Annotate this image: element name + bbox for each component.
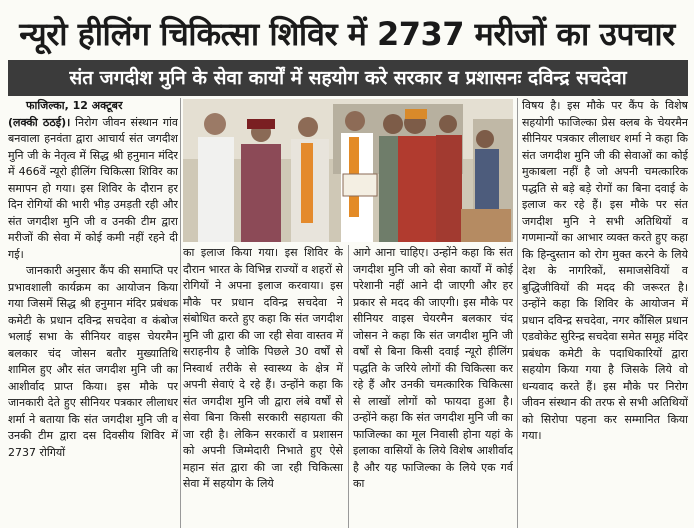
- column-divider: [180, 98, 181, 528]
- article-paragraph-1: [8, 98, 178, 263]
- column-2-text: का इलाज किया गया। इस शिविर के दौरान भारत के विभिन्न राज्यों व शहरों से रोगियों ने अपना इलाज करवाया। इस मौके पर प्रधान दविन्द्र सचदेवा ने संबोधित करते हुए कहा कि संत जगदीश मुनि जी द्वारा की जा रही सेवा वास्तव में सराहनीय है जोकि पिछले 30 वर्षों से निस्वार्थ तरीके से स्वास्थ्य के क्षेत्र में अपनी सेवाएं दे रहे हैं। उन्होंने कहा कि संत जगदीश मुनि जी द्वारा लंबे वर्षों से सेवा बिना किसी सरकारी सहायता की जा रही है। लेकिन सरकारों व प्रशासन को अपनी जिम्मेदारी निभाते हुए ऐसे महान संत द्वारा की जा रही चिकित्सा सेवा में सहयोग के लिये: [183, 246, 343, 490]
- column-divider: [348, 245, 349, 528]
- article-column-2: [183, 245, 343, 528]
- column-divider: [517, 98, 518, 528]
- article-column-4: [522, 98, 688, 528]
- column-3-text: आगे आना चाहिए। उन्होंने कहा कि संत जगदीश मुनि जी को सेवा कार्यों में कोई परेशानी नहीं आने दी जाएगी और हर प्रकार से मदद की जाएगी। इस मौके पर सीनियर वाइस चेयरमैन बलकार चंद जोसन ने कहा कि संत जगदीश मुनि जी वर्षों से बिना किसी दवाई न्यूरो हीलिंग पद्धति के जरिये लोगों की चिकित्सा कर रहे हैं और उनकी चमत्कारिक चिकित्सा से लाखों लोगों को फायदा हुआ है। उन्होंने कहा कि संत जगदीश मुनि जी का फाजिल्का का मूल निवासी होना यहां के इलाका वासियों के लिये विशेष आशीर्वाद है और यह फाजिल्का के लिये एक गर्व का: [353, 246, 513, 490]
- event-photo: [183, 99, 513, 242]
- column-4-text: विषय है। इस मौके पर कैंप के विशेष सहयोगी फाजिल्का प्रेस क्लब के चेयरमैन सीनियर पत्रकार लीलाधर शर्मा ने कहा कि संत जगदीश मुनि जी की सेवाओं का कोई मुकाबला नहीं है जो अपनी चमत्कारिक पद्धति से बड़े बड़े रोगों का बिना दवाई के इलाज कर रहे हैं। इस मौके पर संत जगदीश मुनि ने सभी अतिथियों व गणमान्यों का आभार व्यक्त करते हुए कहा कि हिन्दुस्तान को रोग मुक्त करने के लिये देश के नागरिकों, समाजसेवियों व बुद्धिजीवियों की मदद की जरूरत है। उन्होंने कहा कि शिविर के आयोजन में प्रधान दविन्द्र सचदेवा, नगर कौंसिल प्रधान एडवोकेट सुरिन्द्र सचदेवा समेत समूह मंदिर प्रबंधक कमेटी के पदाधिकारियों द्वारा सहयोग किया गया है जिसके लिये वो धन्यवाद करते हैं। इस मौके पर निरोग जीवन संस्थान की तरफ से सभी अतिथियों को सिरोपा पहना कर सम्मानित किया गया।: [522, 99, 688, 442]
- headline: न्यूरो हीलिंग चिकित्सा शिविर में 2737 मरीजों का उपचार: [19, 15, 675, 53]
- article-column-1: [8, 98, 178, 528]
- column-1-text-a: निरोग जीवन संस्थान गांव बनवाला हनवंता द्वारा आचार्य संत जगदीश मुनि जी के नेतृत्व में सिद्ध श्री हनुमान मंदिर में 466वें न्यूरो हीलिंग चिकित्सा शिविर का समापन हो गया। इस शिविर के दौरान हर दिन रोगियों की भारी भीड़ उमड़ती रही और संत जगदीश मुनि जी व उनकी टीम द्वारा मरीजों की सेवा में कोई कमी नहीं रहने दी गई।: [8, 115, 178, 261]
- dateline: फाजिल्का, 12 अक्टूबर: [26, 99, 123, 112]
- article-column-3: [353, 245, 513, 528]
- article-paragraph-2: जानकारी अनुसार कैंप की समाप्ति पर प्रभावशाली कार्यक्रम का आयोजन किया गया जिसमें सिद्ध श्री हनुमान मंदिर प्रबंधक कमेटी के प्रधान दविन्द्र सचदेवा व कंबोज भलाई सभा के सीनियर वाइस चेयरमैन बलकार चंद जोसन बतौर मुख्यातिथि शामिल हुए और संत जगदीश मुनि जी का आशीर्वाद प्राप्त किया। इस मौके पर जानकारी देते हुए सीनियर पत्रकार लीलाधर शर्मा ने बताया कि संत जगदीश मुनि जी व उनकी टीम द्वारा दस दिवसीय शिविर में 2737 रोगियों: [8, 264, 178, 459]
- event-photo-illustration: [183, 99, 513, 242]
- subheadline-banner: संत जगदीश मुनि के सेवा कार्यों में सहयोग करे सरकार व प्रशासनः दविन्द्र सचदेवा: [8, 60, 688, 96]
- byline: (लक्की ठठई)।: [8, 115, 71, 129]
